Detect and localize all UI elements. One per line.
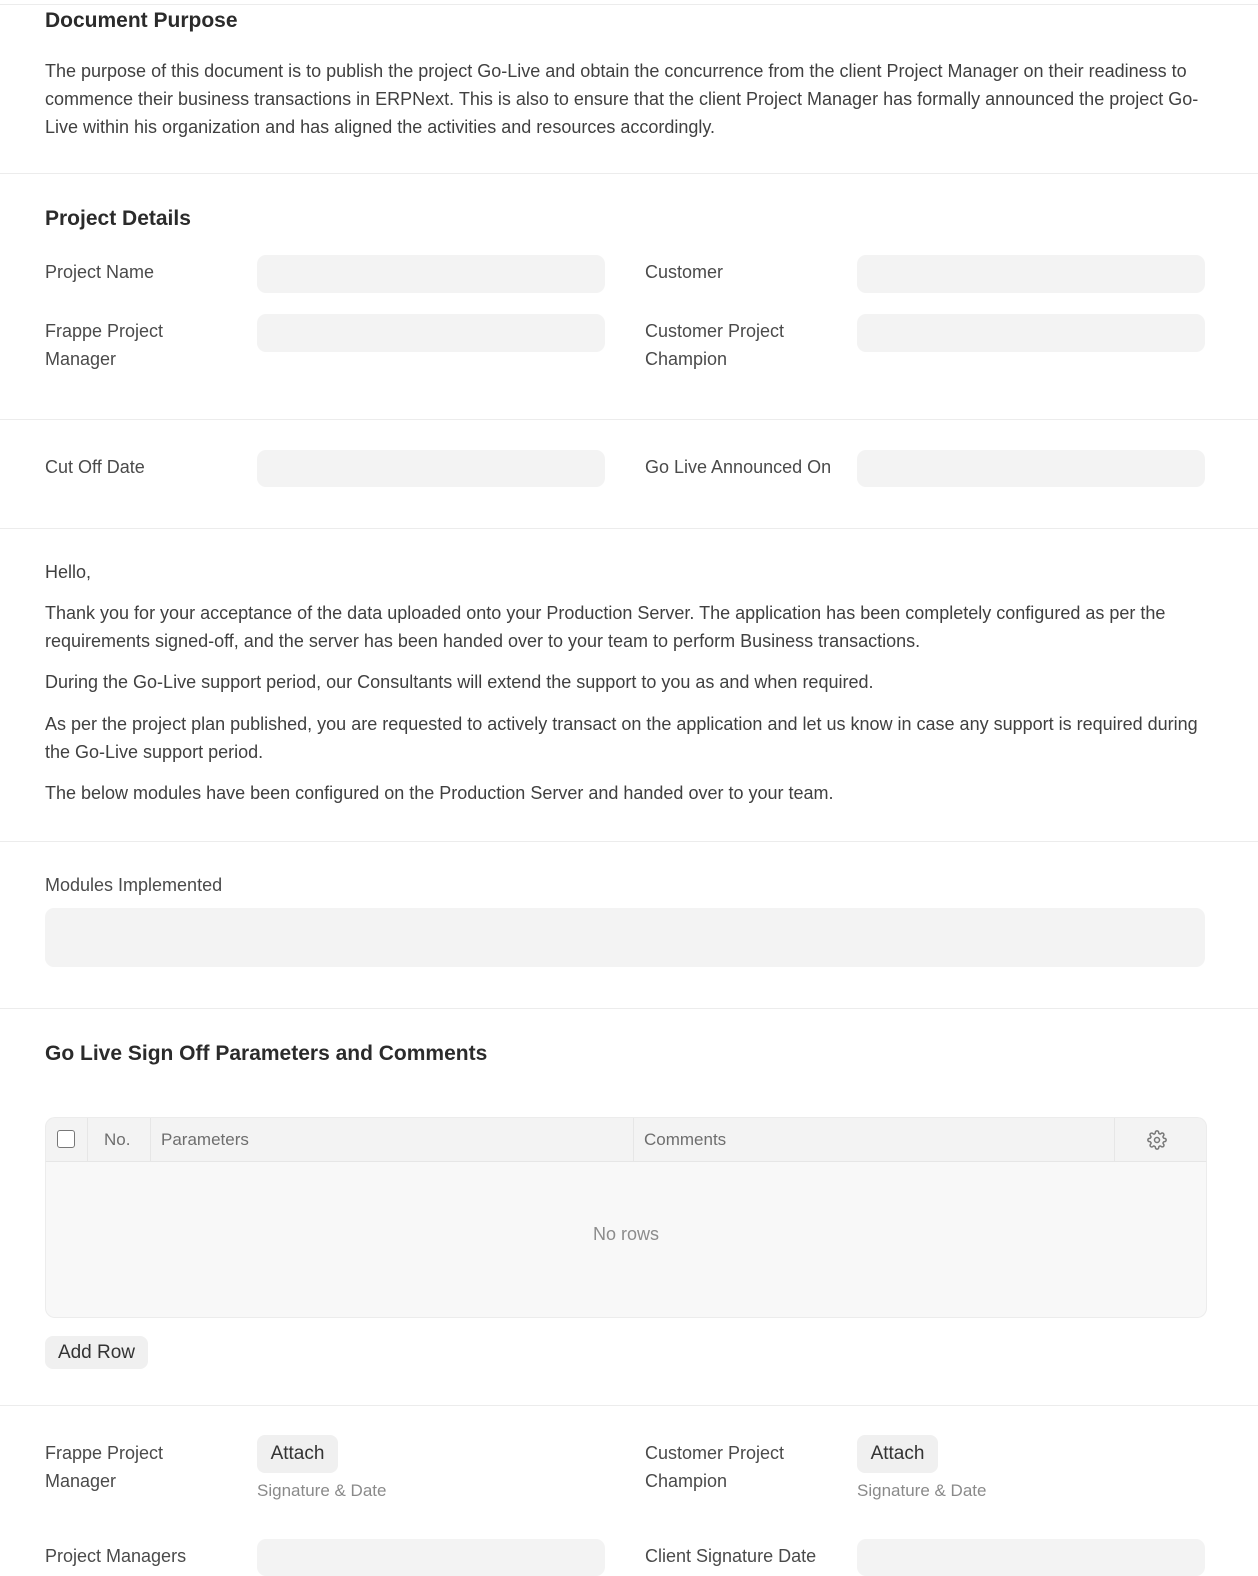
message-paragraph-4: The below modules have been configured on the Production Server and handed over to your team. bbox=[45, 783, 834, 803]
cut-off-date-input[interactable] bbox=[257, 450, 605, 487]
frappe-project-manager-input[interactable] bbox=[257, 314, 605, 352]
go-live-announced-on-input[interactable] bbox=[857, 450, 1205, 487]
column-separator bbox=[1114, 1118, 1115, 1161]
frappe-project-manager-label: Frappe Project Manager bbox=[45, 321, 164, 369]
project-managers-input[interactable] bbox=[257, 1539, 605, 1576]
document-purpose-text: The purpose of this document is to publish the project Go-Live and obtain the concurrence from the client Project Manager on their readiness to commence their business transactions in ERPNext. This is also to ensure that the client Project Manager has formally announced the project Go-Live within his organization and has aligned the activities and resources accordingly. bbox=[45, 61, 1199, 137]
signoff-grid-header bbox=[45, 1117, 1207, 1161]
section-divider bbox=[0, 1405, 1258, 1406]
customer-champion-signature-description: Signature & Date bbox=[857, 1481, 987, 1500]
project-name-input[interactable] bbox=[257, 255, 605, 293]
column-parameters: Parameters bbox=[161, 1130, 249, 1149]
message-paragraph-3: As per the project plan published, you are requested to actively transact on the application and let us know in case any support is required during the Go-Live support period. bbox=[45, 714, 1198, 762]
gear-icon[interactable] bbox=[1147, 1130, 1167, 1150]
section-divider bbox=[0, 528, 1258, 529]
signoff-grid-body bbox=[45, 1161, 1207, 1318]
frappe-project-manager-signature-label: Frappe Project Manager bbox=[45, 1443, 164, 1491]
message-paragraph-2: During the Go-Live support period, our Consultants will extend the support to you as and when required. bbox=[45, 672, 874, 692]
no-rows-text: No rows bbox=[592, 1224, 659, 1244]
client-signature-date-label: Client Signature Date bbox=[645, 1546, 817, 1566]
project-details-heading: Project Details bbox=[45, 207, 191, 230]
customer-champion-attach-button[interactable]: Attach bbox=[857, 1435, 938, 1473]
modules-implemented-input[interactable] bbox=[45, 908, 1205, 967]
section-divider bbox=[0, 419, 1258, 420]
go-live-announced-on-label: Go Live Announced On bbox=[645, 457, 832, 477]
cut-off-date-label: Cut Off Date bbox=[45, 457, 145, 477]
customer-label: Customer bbox=[645, 262, 724, 282]
project-name-label: Project Name bbox=[45, 262, 155, 282]
frappe-pm-attach-button[interactable]: Attach bbox=[257, 1435, 338, 1473]
project-managers-label: Project Managers bbox=[45, 1546, 187, 1566]
modules-implemented-label: Modules Implemented bbox=[45, 875, 223, 895]
signoff-heading: Go Live Sign Off Parameters and Comments bbox=[45, 1042, 488, 1065]
column-separator bbox=[87, 1118, 88, 1161]
section-divider bbox=[0, 173, 1258, 174]
client-signature-date-input[interactable] bbox=[857, 1539, 1205, 1576]
select-all-checkbox[interactable] bbox=[57, 1130, 75, 1148]
section-divider bbox=[0, 1008, 1258, 1009]
customer-project-champion-label: Customer Project Champion bbox=[645, 321, 785, 369]
column-no: No. bbox=[104, 1130, 131, 1149]
customer-project-champion-input[interactable] bbox=[857, 314, 1205, 352]
column-separator bbox=[150, 1118, 151, 1161]
column-comments: Comments bbox=[644, 1130, 727, 1149]
column-separator bbox=[633, 1118, 634, 1161]
document-purpose-heading: Document Purpose bbox=[45, 9, 238, 32]
add-row-button[interactable]: Add Row bbox=[45, 1336, 148, 1369]
top-divider bbox=[0, 4, 1258, 5]
customer-project-champion-signature-label: Customer Project Champion bbox=[645, 1443, 785, 1491]
customer-input[interactable] bbox=[857, 255, 1205, 293]
section-divider bbox=[0, 841, 1258, 842]
message-paragraph-1: Thank you for your acceptance of the data uploaded onto your Production Server. The application has been completely configured as per the requirements signed-off, and the server has been handed over to your team to perform Business transactions. bbox=[45, 603, 1166, 651]
greeting-text: Hello, bbox=[45, 562, 92, 582]
frappe-pm-signature-description: Signature & Date bbox=[257, 1481, 387, 1500]
